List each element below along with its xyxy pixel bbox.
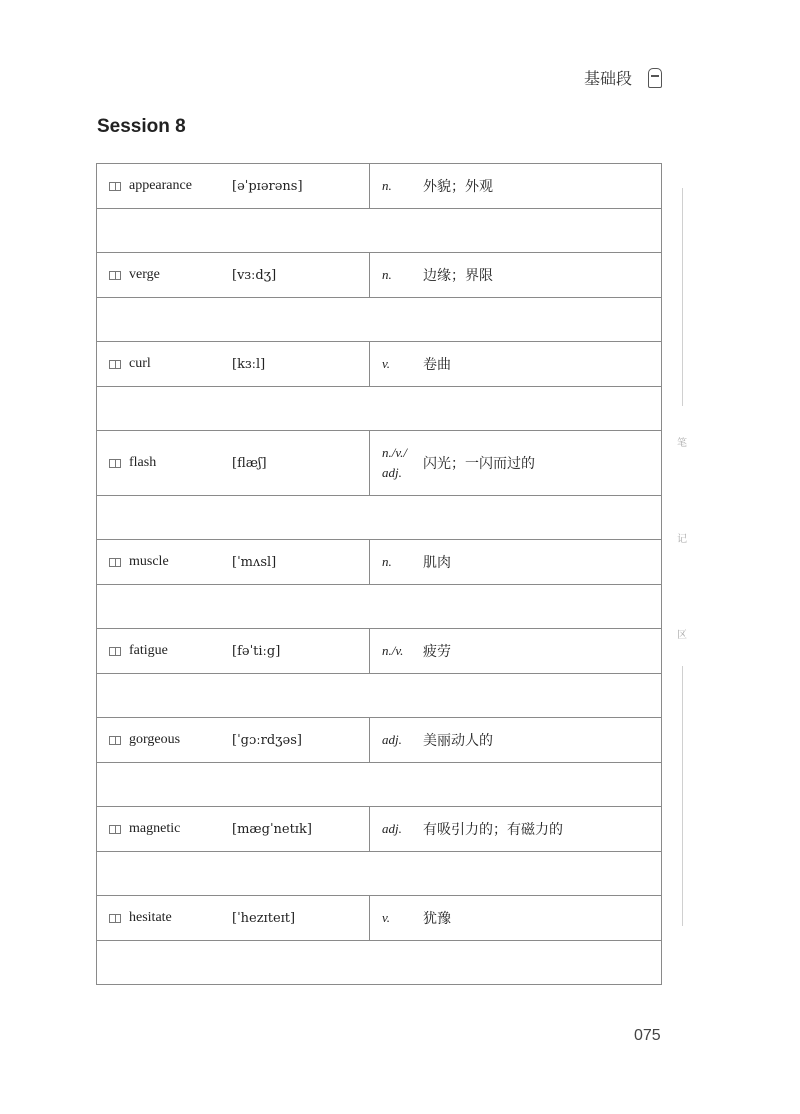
phonetic: [mægˈnetɪk] [232,821,312,837]
note-cell[interactable] [97,496,662,540]
note-cell[interactable] [97,941,662,985]
note-cell[interactable] [97,852,662,896]
book-icon [109,360,121,369]
note-row [97,298,662,342]
part-of-speech: v. [382,356,391,371]
meaning: 闪光；一闪而过的 [423,456,535,472]
note-row [97,209,662,253]
section-title: 基础段 [584,71,633,88]
note-cell[interactable] [97,585,662,629]
word: hesitate [129,910,172,925]
table-row [97,431,662,496]
phonetic: [fəˈtiːg] [232,643,281,659]
book-icon [109,914,121,923]
table-row [97,807,662,852]
note-cell[interactable] [97,674,662,718]
word: appearance [129,178,192,193]
book-icon [109,459,121,468]
table-row [97,629,662,674]
notes-label-char: 笔 [677,438,687,449]
note-row [97,763,662,807]
book-icon [109,736,121,745]
part-of-speech: n. [382,267,392,282]
head-icon [648,68,662,88]
notes-margin-line-top [682,188,683,406]
page-header [584,66,662,89]
book-icon [109,558,121,567]
part-of-speech: n. [382,178,392,193]
meaning: 疲劳 [423,644,451,660]
vocabulary-table [96,163,662,985]
note-cell[interactable] [97,763,662,807]
note-row [97,941,662,985]
page-number: 075 [634,1027,661,1044]
meaning: 边缘；界限 [423,268,493,284]
phonetic: [ˈgɔːrdʒəs] [232,732,302,748]
phonetic: [vɜːdʒ] [232,267,277,283]
phonetic: [kɜːl] [232,356,266,372]
part-of-speech: adj. [382,732,402,747]
session-title: Session 8 [97,116,186,137]
note-row [97,387,662,431]
table-row [97,164,662,209]
word: muscle [129,554,169,569]
word: flash [129,455,157,470]
note-row [97,852,662,896]
phonetic: [ˈhezɪteɪt] [232,910,296,926]
note-row [97,496,662,540]
meaning: 肌肉 [423,555,451,571]
phonetic: [flæʃ] [232,455,267,471]
part-of-speech: n./v./ adj. [382,445,408,480]
table-row [97,540,662,585]
word: verge [129,267,160,282]
notes-label-char: 区 [677,630,687,641]
note-cell[interactable] [97,387,662,431]
word: gorgeous [129,732,181,747]
part-of-speech: v. [382,910,391,925]
book-icon [109,647,121,656]
note-row [97,585,662,629]
note-cell[interactable] [97,209,662,253]
book-icon [109,271,121,280]
part-of-speech: adj. [382,821,402,836]
note-row [97,674,662,718]
meaning: 犹豫 [423,911,451,927]
meaning: 有吸引力的；有磁力的 [423,822,563,838]
notes-margin-line-bottom [682,666,683,926]
note-cell[interactable] [97,298,662,342]
table-row [97,718,662,763]
part-of-speech: n./v. [382,643,404,658]
part-of-speech: n. [382,554,392,569]
table-row [97,896,662,941]
phonetic: [ˈmʌsl] [232,554,277,570]
meaning: 美丽动人的 [423,733,493,749]
meaning: 卷曲 [423,357,451,373]
table-row [97,342,662,387]
meaning: 外貌；外观 [423,179,493,195]
word: fatigue [129,643,168,658]
phonetic: [əˈpɪərəns] [232,178,303,194]
word: curl [129,356,151,371]
table-row [97,253,662,298]
book-icon [109,182,121,191]
word: magnetic [129,821,181,836]
book-icon [109,825,121,834]
notes-label-char: 记 [677,534,687,545]
